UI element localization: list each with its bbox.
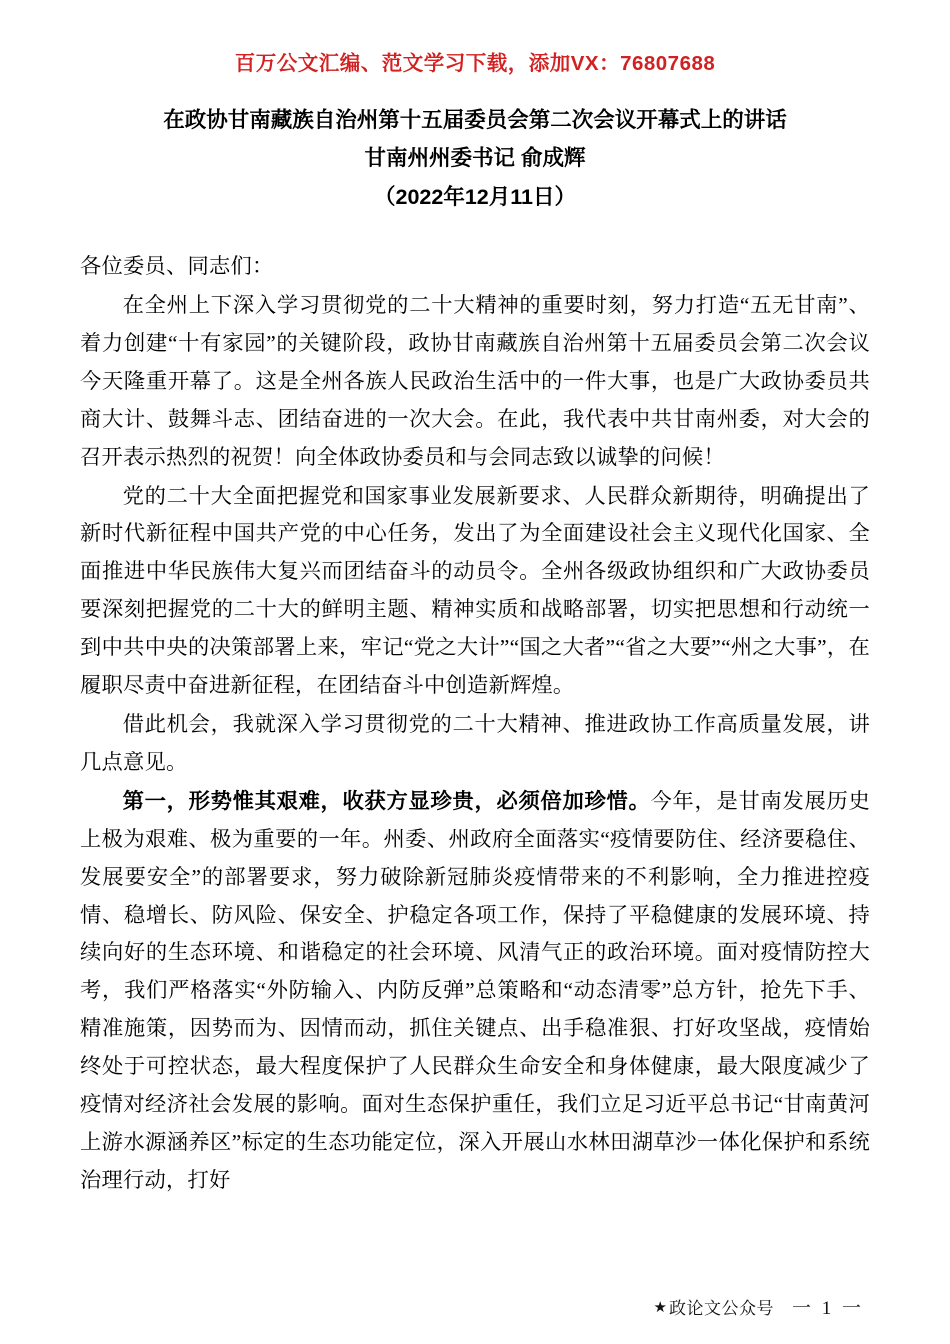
section-one-text: 今年，是甘南发展历史上极为艰难、极为重要的一年。州委、州政府全面落实“疫情要防住、经济要稳住、发展要安全”的部署要求，努力破除新冠肺炎疫情带来的不利影响，全力推进控疫情、稳增长、防风险、保安全、护稳定各项工作，保持了平稳健康的发展环境、持续向好的生态环境、和谐稳定的社会环境、风清气正的政治环境。面对疫情防控大考，我们严格落实“外防输入、内防反弹”总策略和“动态清零”总方针，抢先下手、精准施策，因势而为、因情而动，抓住关键点、出手稳准狠、打好攻坚战，疫情始终处于可控状态，最大程度保护了人民群众生命安全和身体健康，最大限度减少了疫情对经济社会发展的影响。面对生态保护重任，我们立足习近平总书记“甘南黄河上游水源涵养区”标定的生态功能定位，深入开展山水林田湖草沙一体化保护和系统治理行动，打好 [80, 788, 870, 1192]
star-icon: ★ [653, 1298, 667, 1316]
page-footer [0, 1293, 950, 1320]
paragraph-1: 在全州上下深入学习贯彻党的二十大精神的重要时刻，努力打造“五无甘南”、着力创建“十有家园”的关键阶段，政协甘南藏族自治州第十五届委员会第二次会议今天隆重开幕了。这是全州各族人民政治生活中的一件大事，也是广大政协委员共商大计、鼓舞斗志、团结奋进的一次大会。在此，我代表中共甘南州委，对大会的召开表示热烈的祝贺！向全体政协委员和与会同志致以诚挚的问候！ [80, 293, 870, 469]
document-date: （2022年12月11日） [374, 184, 576, 209]
paragraph-3: 借此机会，我就深入学习贯彻党的二十大精神、推进政协工作高质量发展，讲几点意见。 [80, 711, 870, 774]
document-author: 甘南州州委书记 俞成辉 [364, 146, 586, 171]
footer-watermark: 政论文公众号 [668, 1299, 774, 1318]
promo-banner: 百万公文汇编、范文学习下载，添加VX：76807688 [234, 52, 716, 75]
page-number: 一 1 一 [791, 1298, 864, 1319]
section-one [80, 783, 870, 1200]
page-title: 在政协甘南藏族自治州第十五届委员会第二次会议开幕式上的讲话 [163, 108, 787, 132]
paragraph-2: 党的二十大全面把握党和国家事业发展新要求、人民群众新期待，明确提出了新时代新征程中国共产党的中心任务，发出了为全面建设社会主义现代化国家、全面推进中华民族伟大复兴而团结奋斗的动员令。全州各级政协组织和广大政协委员要深刻把握党的二十大的鲜明主题、精神实质和战略部署，切实把思想和行动统一到中共中央的决策部署上来，牢记“党之大计”“国之大者”“省之大要”“州之大事”，在履职尽责中奋进新征程，在团结奋斗中创造新辉煌。 [80, 483, 870, 698]
section-one-heading: 第一，形势惟其艰难，收获方显珍贵，必须倍加珍惜。 [122, 788, 651, 813]
document-body [80, 248, 870, 1200]
salutation: 各位委员、同志们： [80, 254, 274, 279]
